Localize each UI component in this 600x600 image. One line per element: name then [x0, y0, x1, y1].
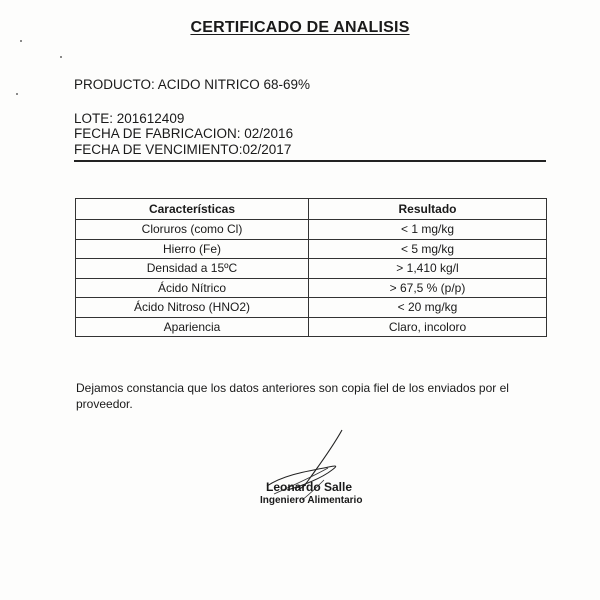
- characteristic-cell: Cloruros (como Cl): [76, 220, 309, 240]
- result-cell: < 20 mg/kg: [309, 298, 547, 318]
- characteristic-cell: Apariencia: [76, 317, 309, 337]
- column-header-result: Resultado: [309, 199, 547, 220]
- scan-speck: [20, 40, 22, 42]
- signatory-title: Ingeniero Alimentario: [260, 495, 363, 506]
- signatory-name: Leonardo Salle: [266, 480, 353, 494]
- product-line: PRODUCTO: ACIDO NITRICO 68-69%: [74, 77, 311, 92]
- table-row: [76, 298, 547, 318]
- title-text: CERTIFICADO DE ANALISIS: [190, 19, 410, 36]
- characteristic-cell: Ácido Nítrico: [76, 278, 309, 298]
- result-cell: < 5 mg/kg: [309, 239, 547, 259]
- characteristic-cell: Ácido Nitroso (HNO2): [76, 298, 309, 318]
- result-cell: Claro, incoloro: [309, 317, 547, 337]
- lot-line: LOTE: 201612409: [74, 111, 185, 126]
- result-cell: < 1 mg/kg: [309, 220, 547, 240]
- header-divider: [74, 160, 546, 162]
- result-cell: > 67,5 % (p/p): [309, 278, 547, 298]
- analysis-table: [75, 198, 547, 337]
- expiry-date-line: FECHA DE VENCIMIENTO:02/2017: [74, 142, 292, 157]
- table-row: [76, 278, 547, 298]
- table-row: [76, 259, 547, 279]
- scan-speck: [60, 56, 62, 58]
- characteristic-cell: Densidad a 15ºC: [76, 259, 309, 279]
- disclaimer-note: Dejamos constancia que los datos anteriores son copia fiel de los enviados por el proveedor.: [76, 381, 509, 411]
- document-title: [0, 19, 600, 37]
- manufacture-date-line: FECHA DE FABRICACION: 02/2016: [74, 126, 294, 141]
- characteristic-cell: Hierro (Fe): [76, 239, 309, 259]
- result-cell: > 1,410 kg/l: [309, 259, 547, 279]
- table-row: [76, 317, 547, 337]
- table-row: [76, 220, 547, 240]
- scan-speck: [16, 93, 18, 95]
- table-row: [76, 239, 547, 259]
- column-header-characteristics: Características: [76, 199, 309, 220]
- table-header-row: [76, 199, 547, 220]
